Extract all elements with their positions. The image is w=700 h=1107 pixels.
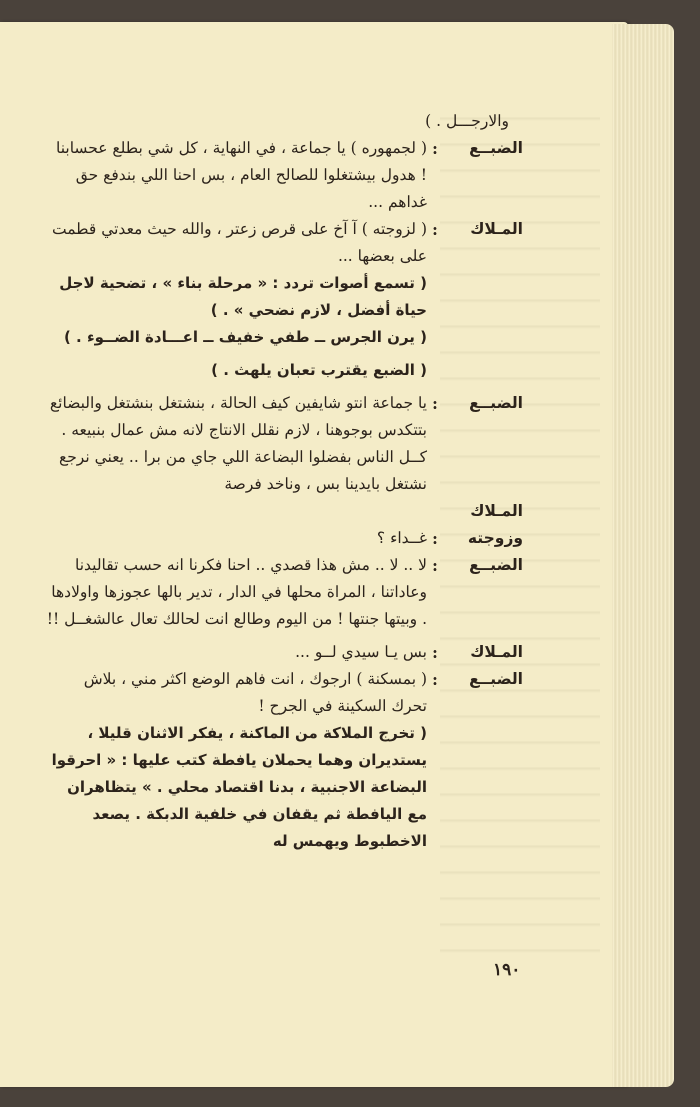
dialogue-text: يا جماعة انتو شايفين كيف الحالة ، بنشتغل بنشتغل والبضائع بتتكدس بوجوهنا ، لازم نقلل الانتاج لانه مش عمال بنبيعه . كــل الناس بفضلوا البضاعة اللي جاي من برا .. يعني نرجع نشتغل بايدينا بس ، وناخد فرصة [49,394,427,493]
speaker-name: الضبــع [469,394,523,412]
speaker-name: المـلاك [470,220,523,238]
stage-direction: ( تخرج الملاكة من الماكنة ، يفكر الاثنان قليلا ، يستديران وهما يحملان يافطة كتب عليها : « احرقوا البضاعة الاجنبية ، بدنا اقتصاد محلي . » يتظاهران مع اليافطة ثم يقفان في خلفية الدبكة . يصعد الاخطبوط ويهمس له [51,724,427,850]
colon: : [432,220,438,239]
page-text [45,108,523,855]
colon: : [432,643,438,662]
speaker-name: المـلاك [470,643,523,661]
dialogue-entry [45,390,523,498]
dialogue-text: غــداء ؟ [376,529,427,547]
speaker-name: الضبــع [469,556,523,574]
speaker-name [443,498,523,552]
speaker-name: الضبــع [469,670,523,688]
stage-direction: ( الضبع يقترب تعبان يلهث . ) [211,361,427,379]
colon: : [432,394,438,413]
colon: : [432,139,438,158]
dialogue-text: بس يـا سيدي لــو ... [295,643,427,661]
speaker-name-line: وزوجته [467,529,523,547]
stage-direction: ( يرن الجرس ــ طفي خفيف ــ اعـــادة الضــوء . ) [63,328,427,346]
dialogue-text: لا .. لا .. مش هذا قصدي .. احنا فكرنا انه حسب تقاليدنا وعاداتنا ، المراة محلها في الدار ، تدير بالها عجوزها واولادها . وبيتها جنتها ! من اليوم وطالع انت لحالك تعال عالشغــل !! [46,556,427,628]
dialogue-entry [45,639,523,666]
page-edges [612,24,674,1087]
dialogue-entry [45,216,523,270]
dialogue-text: ( لجمهوره ) يا جماعة ، في النهاية ، كل شي بطلع عحسابنا ! هدول بيشتغلوا للصالح العام ، بس احنا اللي بندفع حق غداهم ... [55,139,427,211]
dialogue-text: ( بمسكنة ) ارجوك ، انت فاهم الوضع اكثر مني ، بلاش تحرك السكينة في الجرح ! [83,670,427,715]
dialogue-entry [45,666,523,720]
page-number: ١٩٠ [493,960,521,980]
speaker-name-line: المـلاك [470,502,523,520]
stage-direction: والارجـــل . ) [425,112,509,130]
colon: : [432,670,438,689]
speaker-name: الضبــع [469,139,523,157]
colon: : [432,529,438,548]
dialogue-text: ( لزوجته ) آ آخ على قرص زعتر ، والله حيث معدتي قطمت على بعضها ... [51,220,427,265]
dialogue-entry [45,498,523,552]
stage-direction: ( تسمع أصوات تردد : « مرحلة بناء » ، تضحية لاجل حياة أفضل ، لازم نضحي » . ) [59,274,427,319]
dialogue-entry [45,552,523,633]
dialogue-entry [45,135,523,216]
colon: : [432,556,438,575]
